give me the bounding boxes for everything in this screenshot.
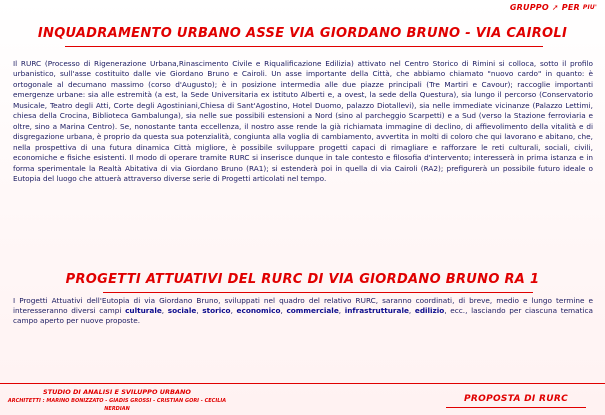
keyword-culturale: culturale [125,306,162,316]
separator: , [196,306,203,316]
keyword-storico: storico [202,306,231,316]
separator: , [161,306,168,316]
title-underline [103,292,533,293]
studio-name: STUDIO DI ANALISI E SVILUPPO URBANO [43,388,191,396]
footer-divider [0,383,605,384]
keyword-commerciale: commerciale [286,306,339,316]
footer-studio-credits [0,388,234,413]
section-title-urban-framing: INQUADRAMENTO URBANO ASSE VIA GIORDANO BRUNO - VIA CAIROLI [37,26,568,41]
section-title-implementing-projects: PROGETTI ATTUATIVI DEL RURC DI VIA GIORDANO BRUNO RA 1 [65,272,540,287]
keyword-edilizio: edilizio [414,306,445,316]
keyword-sociale: sociale [167,306,197,316]
paragraph-urban-framing: Il RURC (Processo di Rigenerazione Urbana,Rinascimento Civile e Riqualificazione Edilizia) attivato nel Centro Storico di Rimini si colloca, sotto il profilo urbanistico, sull'asse costituito dalle vie Giordano Bruno e Cairoli. Un asse importante della Città, che abbiamo chiamato "nuovo cardo" in quanto: è ortogonale al decumano massimo (corso d'Augusto); è in posizione intermedia alle due piazze principali (Tre Martiri e Cavour); raccoglie importanti emergenze urbane: sia alle estremità (a est, la Sede Universitaria ex istituto Alberti e, a ovest, la sede della Questura), sia lungo il percorso (Conservatorio Musicale, Teatro degli Atti, Corte degli Agostiniani,Chiesa di Sant'Agostino, Hotel Duomo, palazzo Diotallevi), sia nelle immediate vicinanze (Palazzo Lettimi, chiesa della Crocina, Biblioteca Gambalunga), sia nelle sue possibili estensioni a Nord (sino al parcheggio Scarpetti) e a Sud (verso la Stazione ferroviaria e oltre, sino a Marina Centro). Se, nonostante tanta eccellenza, il nostro asse rende la già richiamata immagine di declino, di affievolimento della vitalità e di disgregazione urbana, è proprio da questa sua potenzialità, congiunta alla voglia di cambiamento, avvertita in molti di coloro che qui lavorano e abitano, che, nella prospettiva di una futura dinamica Città migliore, è possibile sviluppare progetti capaci di rimagliare e rafforzare le reti culturali, sociali, civili, economiche e fisiche esistenti. Il modo di operare tramite RURC si inserisce dunque in tale contesto e filosofia d'intervento; interesserà in prima istanza e in forma sperimentale la Realtà Abitativa di via Giordano Bruno (RA1); si estenderà poi in quella di via Cairoli (RA2); prefigurerà un possibile futuro ideale o Eutopia del luogo che attuerà attraverso diverse serie di Progetti articolati nel tempo. [13,59,593,183]
separator: , [280,306,287,316]
proposal-underline [446,407,586,408]
logo-text-gruppo: GRUPPO [509,3,549,12]
paragraph-implementing-projects [13,296,593,327]
logo-text-piu: PIU' [582,4,597,11]
keyword-infrastrutturale: infrastrutturale [344,306,409,316]
logo-arrow-icon: ➚ [551,3,559,12]
separator: , [338,306,345,316]
paragraph-text: , ecc., lasciando per ciascuna tematica campo aperto per nuove proposte. [13,306,594,326]
proposal-label: PROPOSTA DI RURC [464,394,568,404]
paragraph-text: I Progetti Attuativi dell'Eutopia di via Giordano Bruno, sviluppati nel quadro del relativo RURC, saranno coordinati, di breve, medio e lungo termine e interesseranno diversi campi [13,296,593,316]
gruppo-per-piu-logo [510,3,597,12]
title-underline [65,46,543,47]
architects-list: ARCHITETTI : MARINO BONIZZATO - GIADIS GROSSI - CRISTIAN GORI - CECILIA NERDIAN [7,398,227,412]
keyword-economico: economico [236,306,281,316]
separator: , [408,306,415,316]
logo-text-per: PER [561,3,580,12]
separator: , [230,306,237,316]
